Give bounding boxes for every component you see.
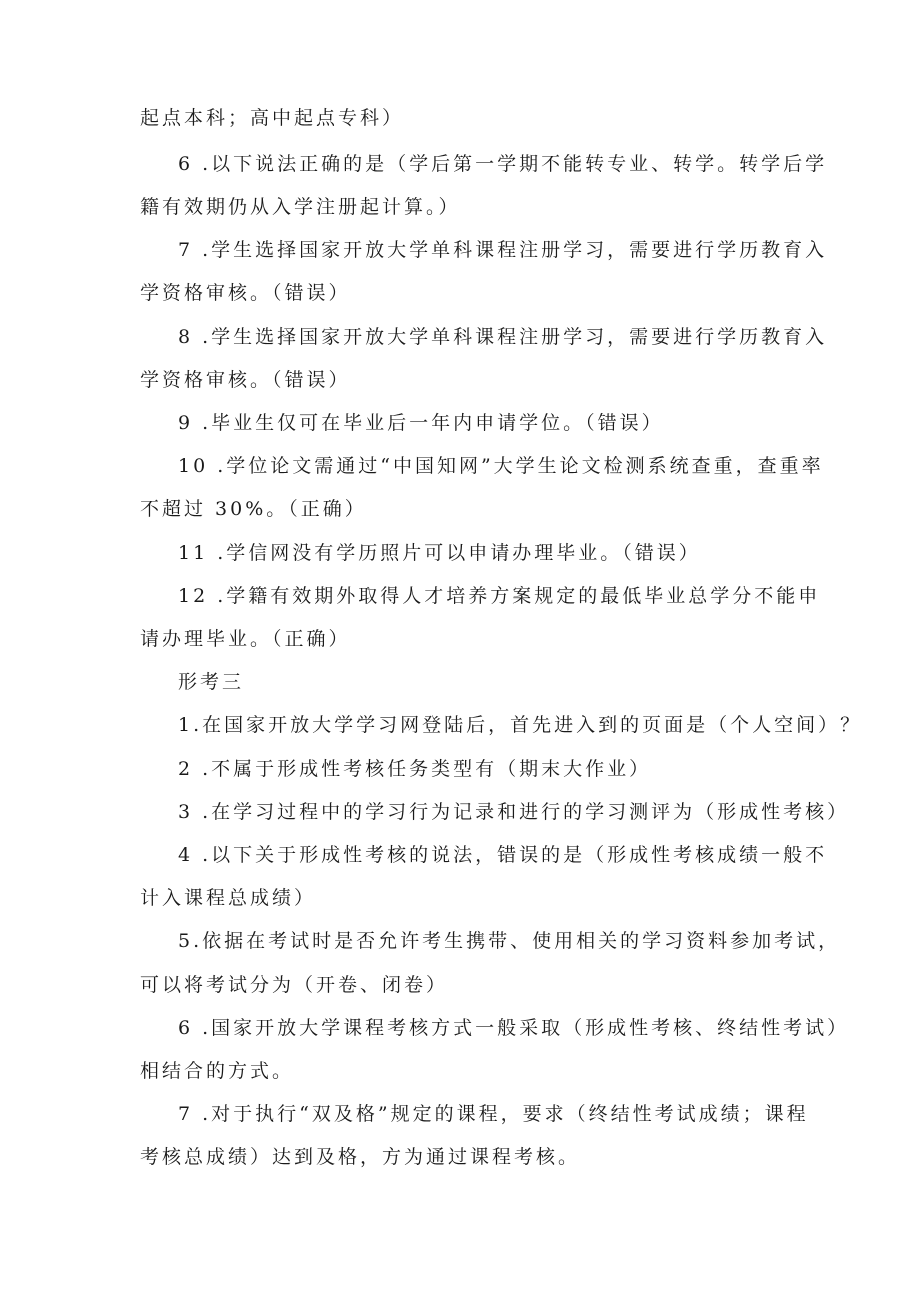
question-1: 1.在国家开放大学学习网登陆后，首先进入到的页面是（个人空间）？: [178, 714, 863, 736]
question-9: 9 .毕业生仅可在毕业后一年内申请学位。（错误）: [178, 412, 664, 434]
question-12: 12 .学籍有效期外取得人才培养方案规定的最低毕业总学分不能申: [178, 585, 821, 607]
question-2: 2 .不属于形成性考核任务类型有（期末大作业）: [178, 758, 652, 780]
section-heading: 形考三: [178, 671, 245, 693]
question-6: 6 .以下说法正确的是（学后第一学期不能转专业、转学。转学后学: [178, 153, 828, 175]
text-line: 考核总成绩）达到及格，方为通过课程考核。: [140, 1146, 581, 1168]
text-line: 学资格审核。（错误）: [140, 369, 351, 391]
text-line: 可以将考试分为（开卷、闭卷）: [140, 974, 449, 996]
question-6b: 6 .国家开放大学课程考核方式一般采取（形成性考核、终结性考试）: [178, 1017, 850, 1039]
question-10: 10 .学位论文需通过“中国知网”大学生论文检测系统查重，查重率: [178, 455, 824, 477]
question-5: 5.依据在考试时是否允许考生携带、使用相关的学习资料参加考试，: [178, 930, 841, 952]
text-line: 相结合的方式。: [140, 1060, 295, 1082]
question-7b: 7 .对于执行“双及格”规定的课程，要求（终结性考试成绩；课程: [178, 1103, 809, 1125]
question-11: 11 .学信网没有学历照片可以申请办理毕业。（错误）: [178, 542, 701, 564]
text-line: 不超过 30%。（正确）: [140, 498, 367, 520]
text-line: 起点本科；高中起点专科）: [140, 107, 405, 129]
question-8: 8 .学生选择国家开放大学单科课程注册学习，需要进行学历教育入: [178, 326, 828, 348]
question-4: 4 .以下关于形成性考核的说法，错误的是（形成性考核成绩一般不: [178, 844, 828, 866]
text-line: 计入课程总成绩）: [140, 887, 317, 909]
question-7: 7 .学生选择国家开放大学单科课程注册学习，需要进行学历教育入: [178, 239, 828, 261]
question-3: 3 .在学习过程中的学习行为记录和进行的学习测评为（形成性考核）: [178, 801, 850, 823]
text-line: 请办理毕业。（正确）: [140, 628, 351, 650]
text-line: 学资格审核。（错误）: [140, 282, 351, 304]
text-line: 籍有效期仍从入学注册起计算。）: [140, 196, 461, 218]
